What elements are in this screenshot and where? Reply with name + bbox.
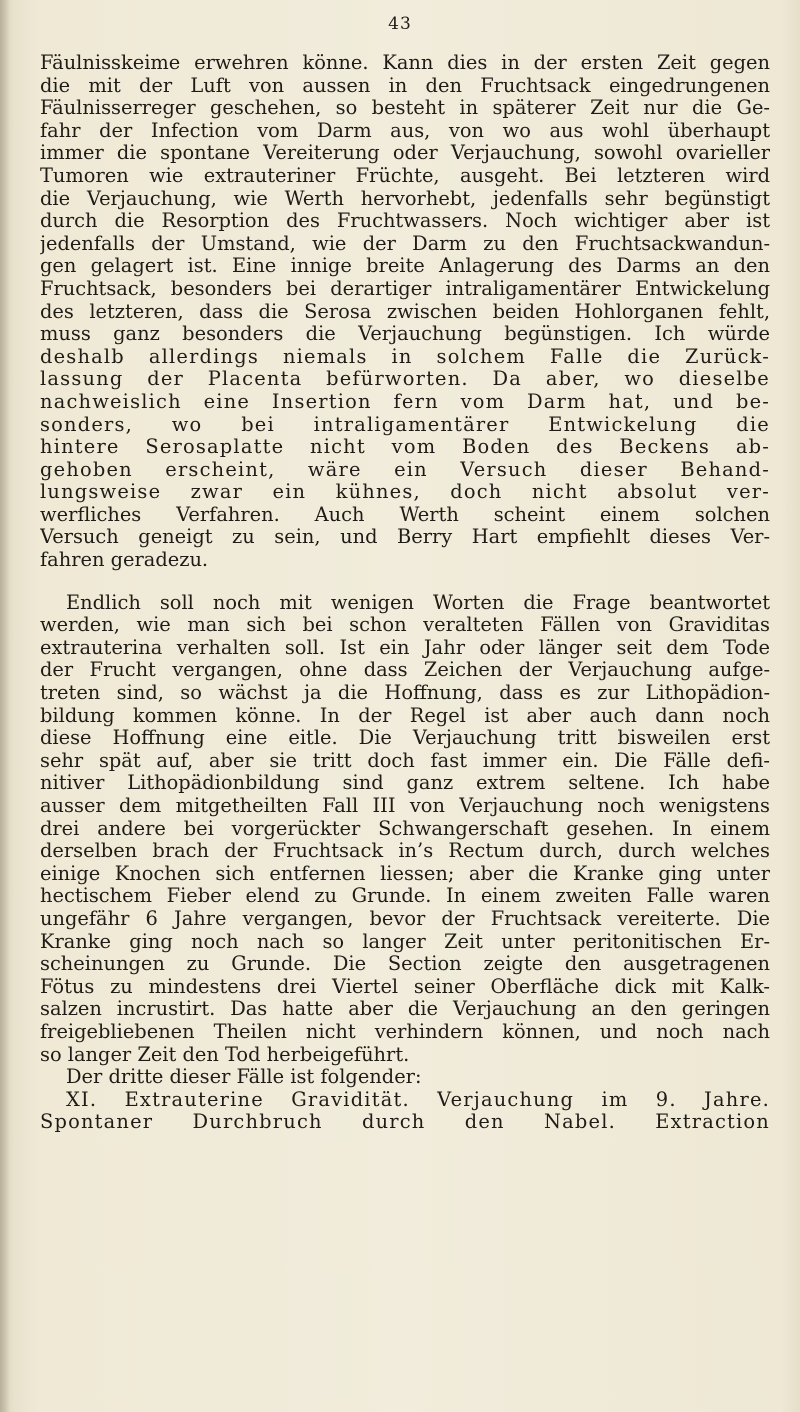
case-heading — [40, 1089, 770, 1134]
paragraph-3 — [40, 1066, 770, 1089]
text-line: immer die spontane Vereiterung oder Verjauchung, sowohl ovarieller — [40, 142, 770, 165]
text-line: muss ganz besonders die Verjauchung begünstigen. Ich würde — [40, 323, 770, 346]
text-line: Der dritte dieser Fälle ist folgender: — [66, 1066, 422, 1089]
text-line: werfliches Verfahren. Auch Werth scheint einem solchen — [40, 503, 770, 526]
paragraph-2 — [40, 592, 770, 1066]
text-line: hectischem Fieber elend zu Grunde. In einem zweiten Falle waren — [40, 885, 770, 908]
text-line: diese Hoffnung eine eitle. Die Verjauchung tritt bisweilen erst — [40, 727, 770, 750]
text-line: ungefähr 6 Jahre vergangen, bevor der Fruchtsack vereiterte. Die — [40, 907, 770, 930]
text-line: die Verjauchung, wie Werth hervorhebt, jedenfalls sehr begünstigt — [40, 187, 770, 210]
text-line: gehoben erscheint, wäre ein Versuch dieser Behand- — [40, 458, 770, 481]
page-number: 43 — [388, 14, 412, 34]
text-line: des letzteren, dass die Serosa zwischen beiden Hohlorganen fehlt, — [40, 300, 770, 323]
text-line: fahren geradezu. — [40, 549, 209, 572]
text-line: freigebliebenen Theilen nicht verhindern können, und noch nach — [40, 1020, 770, 1043]
text-line: derselben brach der Fruchtsack in’s Rectum durch, durch welches — [40, 840, 770, 863]
text-line: jedenfalls der Umstand, wie der Darm zu den Fruchtsackwandun- — [40, 232, 770, 255]
text-line: scheinungen zu Grunde. Die Section zeigte den ausgetragenen — [40, 953, 770, 976]
text-line: extrauterina verhalten soll. Ist ein Jahr oder länger seit dem Tode — [40, 636, 770, 659]
text-line: deshalb allerdings niemals in solchem Falle die Zurück- — [40, 345, 770, 368]
text-line: Spontaner Durchbruch durch den Nabel. Extraction — [40, 1111, 770, 1134]
text-line: Tumoren wie extrauteriner Früchte, ausgeht. Bei letzteren wird — [40, 164, 770, 187]
text-line: Fäulnisserreger geschehen, so besteht in späterer Zeit nur die Ge- — [40, 97, 770, 120]
body-text — [40, 52, 770, 1134]
text-line: drei andere bei vorgerückter Schwangerschaft gesehen. In einem — [40, 817, 770, 840]
text-line: durch die Resorption des Fruchtwassers. Noch wichtiger aber ist — [40, 210, 770, 233]
text-line: nachweislich eine Insertion fern vom Darm hat, und be- — [40, 390, 770, 413]
binding-shadow — [0, 0, 10, 1412]
text-line: bildung kommen könne. In der Regel ist aber auch dann noch — [40, 704, 770, 727]
text-line: treten sind, so wächst ja die Hoffnung, dass es zur Lithopädion- — [40, 682, 770, 705]
text-line: XI. Extrauterine Gravidität. Verjauchung im 9. Jahre. — [66, 1088, 770, 1111]
text-line: so langer Zeit den Tod herbeigeführt. — [40, 1043, 410, 1066]
text-line: sonders, wo bei intraligamentärer Entwickelung die — [40, 413, 770, 436]
text-line: sehr spät auf, aber sie tritt doch fast immer ein. Die Fälle defi- — [40, 749, 770, 772]
text-line: lassung der Placenta befürworten. Da aber, wo dieselbe — [40, 368, 770, 391]
text-line: ausser dem mitgetheilten Fall III von Verjauchung noch wenigstens — [40, 795, 770, 817]
text-line: einige Knochen sich entfernen liessen; aber die Kranke ging unter — [40, 862, 770, 885]
text-line: gen gelagert ist. Eine innige breite Anlagerung des Darms an den — [40, 255, 770, 278]
text-line: salzen incrustirt. Das hatte aber die Verjauchung an den geringen — [40, 998, 770, 1021]
text-line: hintere Serosaplatte nicht vom Boden des Beckens ab- — [40, 436, 770, 459]
text-line: der Frucht vergangen, ohne dass Zeichen der Verjauchung aufge- — [40, 659, 770, 682]
text-line: lungsweise zwar ein kühnes, doch nicht absolut ver- — [40, 481, 770, 504]
text-line: Endlich soll noch mit wenigen Worten die Frage beantwortet — [66, 591, 770, 614]
text-line: Versuch geneigt zu sein, und Berry Hart empfiehlt dieses Ver- — [40, 526, 770, 549]
text-line: fahr der Infection vom Darm aus, von wo aus wohl überhaupt — [40, 119, 770, 142]
paragraph-1 — [40, 52, 770, 572]
text-line: Fruchtsack, besonders bei derartiger intraligamentärer Entwickelung — [40, 277, 770, 300]
text-line: nitiver Lithopädionbildung sind ganz extrem seltene. Ich habe — [40, 772, 770, 795]
paragraph-gap — [40, 572, 770, 592]
text-line: werden, wie man sich bei schon veralteten Fällen von Graviditas — [40, 614, 770, 637]
text-line: Fötus zu mindestens drei Viertel seiner Oberfläche dick mit Kalk- — [40, 975, 770, 998]
text-line: Kranke ging noch nach so langer Zeit unter peritonitischen Er- — [40, 930, 770, 953]
text-line: die mit der Luft von aussen in den Fruchtsack eingedrungenen — [40, 74, 770, 97]
text-line: Fäulnisskeime erwehren könne. Kann dies in der ersten Zeit gegen — [40, 52, 770, 74]
